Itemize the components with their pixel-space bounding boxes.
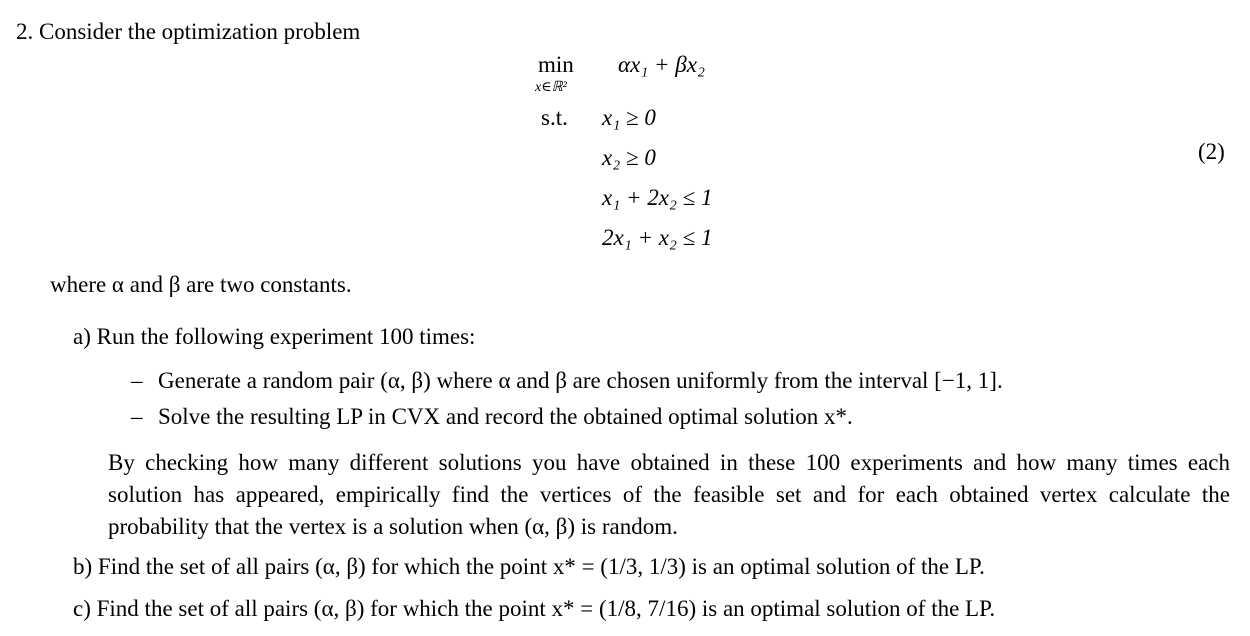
objective-expression: αx₁ + βx₂ xyxy=(618,52,705,77)
bullet-text: Generate a random pair (α, β) where α and β are chosen uniformly from the interval [−1, 1]. xyxy=(158,368,1003,393)
part-a-label: a) xyxy=(73,324,91,349)
constraint-1: x₁ ≥ 0 xyxy=(602,105,656,130)
equation-number: (2) xyxy=(1198,139,1225,164)
part-b xyxy=(73,555,985,578)
part-b-text: Find the set of all pairs (α, β) for which the point x* = (1/3, 1/3) is an optimal solution of the LP. xyxy=(97,554,985,579)
st-label: s.t. xyxy=(541,105,568,130)
min-subscript: x∈ℝ² xyxy=(535,80,567,95)
constraint-3: x₁ + 2x₂ ≤ 1 xyxy=(602,185,713,210)
bullet-text: Solve the resulting LP in CVX and record the obtained optimal solution x*. xyxy=(158,404,853,429)
min-operator: min xyxy=(538,52,574,77)
constraint-2: x₂ ≥ 0 xyxy=(602,145,656,170)
optimization-problem xyxy=(0,0,1250,260)
part-b-label: b) xyxy=(73,554,93,579)
problem-intro: 2. Consider the optimization problem xyxy=(16,19,361,44)
part-c xyxy=(73,597,995,620)
dash-bullet-icon: – xyxy=(131,368,143,393)
dash-bullet-icon: – xyxy=(131,404,143,429)
part-a-intro-text: Run the following experiment 100 times: xyxy=(96,324,476,349)
part-a-intro xyxy=(73,325,475,348)
constraint-4: 2x₁ + x₂ ≤ 1 xyxy=(602,225,713,250)
part-c-text: Find the set of all pairs (α, β) for which the point x* = (1/8, 7/16) is an optimal solution of the LP. xyxy=(96,596,996,621)
part-c-label: c) xyxy=(73,596,91,621)
where-line: where α and β are two constants. xyxy=(50,272,352,297)
part-a-paragraph: By checking how many different solutions you have obtained in these 100 experiments and how many times each solution has appeared, empirically find the vertices of the feasible set and for each obtained vertex calculate the probability that the vertex is a solution when (α, β) is random. xyxy=(108,450,1230,539)
bullet-item xyxy=(131,369,1003,392)
bullet-item xyxy=(131,405,853,428)
